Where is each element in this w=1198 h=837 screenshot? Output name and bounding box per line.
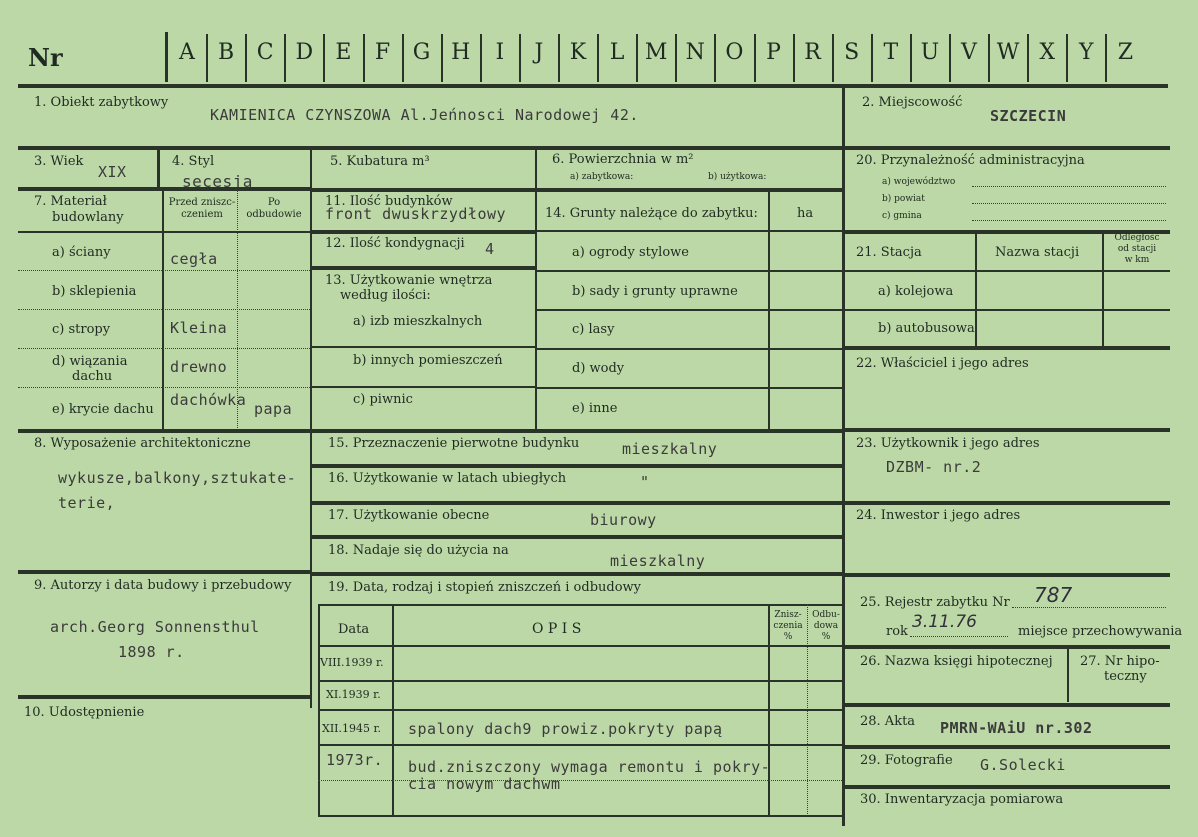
f7-row-a-rule [18, 270, 310, 271]
field-6-label: 6. Powierzchnia w m² [552, 152, 694, 167]
f19-row-4-opis: bud.zniszczony wymaga remontu i pokry- [408, 758, 771, 776]
field-21-label: 21. Stacja [856, 245, 922, 260]
f19-col-od-header-3: % [821, 632, 831, 642]
f7-row-e-after: papa [254, 400, 293, 418]
field-25-label: 25. Rejestr zabytku Nr [860, 595, 1010, 610]
index-letter: Y [1079, 40, 1094, 65]
rule-22 [845, 428, 1170, 432]
rule-f7-bottom [18, 429, 310, 433]
field-15-label: 15. Przeznaczenie pierwotne budynku [328, 436, 580, 451]
f19-col-opis-header: O P I S [532, 621, 582, 637]
index-letter-divider [871, 34, 873, 82]
field-9-value: arch.Georg Sonnensthul [50, 618, 260, 636]
f19-header-rule [318, 645, 842, 647]
field-14-label: 14. Grunty należące do zabytku: [545, 206, 758, 221]
col-after-header: Po [267, 197, 281, 208]
index-letter: B [218, 40, 235, 65]
f19-col-date-header: Data [338, 622, 370, 637]
f7-row-c-before: Kleina [170, 319, 228, 337]
field-29-label: 29. Fotografie [860, 753, 953, 768]
rule-5-6 [310, 188, 842, 192]
field-7-label: 7. Materiał [34, 194, 107, 209]
field-21-dist-header: Odległość [1114, 233, 1160, 243]
col-before-header-2: czeniem [181, 209, 223, 220]
field-3-label: 3. Wiek [34, 154, 84, 169]
f19-row-4-rule [318, 780, 842, 781]
index-letter: H [451, 40, 471, 65]
index-letter: M [644, 40, 668, 65]
index-letter: A [179, 40, 195, 65]
rule-row-1 [18, 146, 842, 150]
index-letter-divider [402, 34, 404, 82]
rule-14d [535, 387, 842, 389]
field-21-dist-header-2: od stacji [1117, 244, 1157, 254]
header-rule [18, 84, 1168, 88]
f19-col-zn-header-2: czenia [773, 621, 803, 631]
field-17-label: 17. Użytkowanie obecne [328, 508, 490, 523]
rule-12 [310, 266, 535, 270]
field-28-label: 28. Akta [860, 714, 916, 729]
field-14-a-label: a) ogrody stylowe [572, 245, 689, 260]
f19-col-zn-header-3: % [783, 632, 793, 642]
rule-11 [310, 230, 535, 234]
f20-a-line [972, 186, 1166, 187]
rule-29 [845, 785, 1170, 789]
index-letter: U [920, 40, 940, 65]
field-14-b-label: b) sady i grunty uprawne [572, 284, 738, 299]
index-letter: I [495, 40, 505, 65]
f7-row-d-before: drewno [170, 358, 228, 376]
field-2-value: SZCZECIN [990, 107, 1067, 125]
divider-right-column [842, 86, 845, 826]
f19-row-2-rule [318, 709, 842, 711]
rule-21 [845, 346, 1170, 350]
f21-col-2 [1102, 232, 1104, 347]
field-6-b-label: b) użytkowa: [708, 172, 767, 182]
index-letter: N [685, 40, 705, 65]
f19-col-od-header: Odbu- [812, 610, 840, 620]
f26-27-divider [1067, 647, 1069, 702]
field-14-unit: ha [797, 206, 814, 221]
field-7-label-2: budowlany [52, 210, 124, 225]
index-letter: W [996, 40, 1020, 65]
f20-b-line [972, 203, 1166, 204]
field-21-name-header: Nazwa stacji [995, 245, 1080, 260]
field-20-b-label: b) powiat [882, 194, 925, 204]
field-25-number: 787 [1034, 583, 1073, 607]
f7-row-c-label: c) stropy [52, 322, 111, 337]
field-8-value: wykusze,balkony,sztukate- [58, 469, 297, 487]
rule-16 [310, 501, 842, 505]
rule-8 [18, 570, 310, 574]
f7-row-a-before: cegła [170, 250, 218, 268]
field-13-label-2: według ilości: [340, 288, 431, 303]
index-letter-divider [480, 34, 482, 82]
rule-13b [310, 386, 535, 388]
index-letter-divider [910, 34, 912, 82]
index-letter-divider [1066, 34, 1068, 82]
col-after-header-2: odbudowie [246, 209, 302, 220]
f7-row-d-label: d) wiązania [52, 354, 128, 369]
f19-row-3-opis: spalony dach9 prowiz.pokryty papą [408, 720, 723, 738]
f19-top-rule [318, 604, 842, 606]
field-10-label: 10. Udostępnienie [24, 705, 145, 720]
index-letter-divider [284, 34, 286, 82]
index-letter: T [883, 40, 899, 65]
field-16-value: " [640, 473, 650, 491]
field-17-value: biurowy [590, 511, 657, 529]
rule-24 [845, 573, 1170, 577]
rule-right-1 [845, 146, 1170, 150]
index-letter: S [844, 40, 860, 65]
rule-23 [845, 501, 1170, 505]
index-letter-divider [323, 34, 325, 82]
index-letter-divider [363, 34, 365, 82]
rule-26 [845, 703, 1170, 707]
rule-25 [845, 645, 1170, 649]
index-letter: L [609, 40, 625, 65]
f7-row-a-label: a) ściany [52, 245, 111, 260]
index-letter-divider [245, 34, 247, 82]
f7-row-e-label: e) krycie dachu [52, 402, 154, 417]
field-6-a-label: a) zabytkowa: [570, 172, 634, 182]
f7-row-e-before: dachówka [170, 391, 247, 409]
field-21-a-label: a) kolejowa [878, 284, 954, 299]
index-letter: F [374, 40, 391, 65]
field-22-label: 22. Właściciel i jego adres [856, 356, 1029, 371]
index-letter: G [412, 40, 431, 65]
index-letter-divider [793, 34, 795, 82]
field-21-b-label: b) autobusowa [878, 321, 975, 336]
field-11-value: front dwuskrzydłowy [325, 205, 507, 223]
field-25-place-label: miejsce przechowywania [1018, 624, 1183, 639]
field-14-c-label: c) lasy [572, 322, 615, 337]
col-before-header: Przed zniszc- [168, 197, 236, 208]
index-letter: J [534, 40, 544, 65]
field-23-label: 23. Użytkownik i jego adres [856, 436, 1040, 451]
divider-3-4 [157, 148, 160, 188]
field-18-label: 18. Nadaje się do użycia na [328, 543, 509, 558]
field-25-rok-label: rok [886, 624, 908, 639]
f19-row-2-date: XI.1939 r. [326, 688, 381, 701]
field-20-a-label: a) województwo [882, 177, 956, 187]
f19-row-3-rule [318, 744, 842, 746]
f19-row-1-rule [318, 680, 842, 682]
f19-row-3-date: XII.1945 r. [322, 722, 382, 735]
field-19-label: 19. Data, rodzaj i stopień zniszczeń i odbudowy [328, 580, 642, 595]
index-letter-divider [206, 34, 208, 82]
index-letter: V [961, 40, 977, 65]
rule-3-4 [18, 187, 310, 191]
field-28-value: PMRN-WAiU nr.302 [940, 719, 1093, 737]
field-16-label: 16. Użytkowanie w latach ubiegłych [328, 471, 567, 486]
field-11-label: 11. Ilość budynków [325, 194, 453, 209]
f20-c-line [972, 220, 1166, 221]
field-13-c-label: c) piwnic [353, 392, 413, 407]
field-12-value: 4 [485, 240, 495, 258]
index-letter: R [804, 40, 821, 65]
index-letter-divider [441, 34, 443, 82]
f21-a-rule [845, 309, 1170, 311]
rule-9 [18, 695, 310, 699]
rule-mid-bottom [310, 429, 842, 433]
index-letter-divider [675, 34, 677, 82]
index-letter: C [256, 40, 274, 65]
field-26-label: 26. Nazwa księgi hipotecznej [860, 654, 1053, 669]
index-letter-divider [714, 34, 716, 82]
index-letter-divider [636, 34, 638, 82]
field-3-value: XIX [98, 163, 127, 181]
index-letter-divider [754, 34, 756, 82]
field-25-rok-value: 3.11.76 [912, 612, 977, 632]
field-8-value-2: terie, [58, 494, 116, 512]
f19-col-od-header-2: dowa [813, 621, 839, 631]
field-13-a-label: a) izb mieszkalnych [353, 314, 483, 329]
f7-row-b-label: b) sklepienia [52, 284, 137, 299]
field-2-label: 2. Miejscowość [862, 95, 963, 110]
field-15-value: mieszkalny [622, 440, 718, 458]
index-letter: E [335, 40, 352, 65]
field-13-b-label: b) innych pomieszczeń [353, 353, 503, 368]
index-letter-divider [1105, 34, 1107, 82]
f19-col-zn-header: Znisz- [774, 610, 802, 620]
index-letter: X [1039, 40, 1056, 65]
field-1-value: KAMIENICA CZYNSZOWA Al.Jeńnosci Narodowej 42. [210, 106, 639, 124]
f19-row-1-date: VIII.1939 r. [320, 656, 384, 669]
field-30-label: 30. Inwentaryzacja pomiarowa [860, 792, 1064, 807]
field-9-value-2: 1898 r. [118, 643, 185, 661]
f25-nr-line [1012, 607, 1166, 608]
index-letter-divider [949, 34, 951, 82]
field-29-value: G.Solecki [980, 756, 1066, 774]
index-letter-divider [519, 34, 521, 82]
f21-col-1 [975, 232, 977, 347]
index-letter: D [295, 40, 314, 65]
field-23-value: DZBM- nr.2 [886, 458, 982, 476]
index-letter: P [766, 40, 781, 65]
f7-row-b-rule [18, 309, 310, 310]
f25-rok-line [910, 636, 1008, 637]
field-4-label: 4. Styl [172, 154, 215, 169]
f19-row-4-date: 1973r. [326, 751, 384, 769]
field-1-label: 1. Obiekt zabytkowy [34, 95, 169, 110]
f7-row-c-rule [18, 348, 310, 349]
rule-17 [310, 535, 842, 539]
field-4-value: secesja [182, 172, 253, 191]
field-21-dist-header-3: w km [1124, 255, 1150, 265]
field-20-label: 20. Przynależność administracyjna [856, 153, 1085, 168]
rule-28 [845, 745, 1170, 749]
field-14-e-label: e) inne [572, 401, 618, 416]
index-letter-divider [1027, 34, 1029, 82]
index-letter: K [569, 40, 587, 65]
rule-14a [535, 270, 842, 272]
field-8-label: 8. Wyposażenie architektoniczne [34, 436, 251, 451]
f7-header-rule [18, 231, 310, 233]
f7-row-d-rule [18, 387, 310, 388]
index-letter-divider [558, 34, 560, 82]
index-letter-divider [988, 34, 990, 82]
field-12-label: 12. Ilość kondygnacji [325, 236, 465, 251]
f19-bottom-rule [318, 815, 842, 817]
field-20-c-label: c) gmina [882, 211, 922, 221]
index-letter-divider [597, 34, 599, 82]
field-14-d-label: d) wody [572, 361, 625, 376]
field-13-label: 13. Użytkowanie wnętrza [325, 273, 493, 288]
rule-14c [535, 348, 842, 350]
field-24-label: 24. Inwestor i jego adres [856, 508, 1021, 523]
f21-header-rule [845, 270, 1170, 272]
field-18-value: mieszkalny [610, 552, 706, 570]
rule-13a [310, 346, 535, 348]
field-9-label: 9. Autorzy i data budowy i przebudowy [34, 578, 292, 593]
index-letter: O [725, 40, 744, 65]
f7-row-d-label-2: dachu [72, 369, 113, 384]
index-letter: Z [1117, 40, 1134, 65]
rule-18 [310, 572, 842, 576]
field-27-label-2: teczny [1104, 669, 1147, 684]
nr-label: Nr [28, 43, 63, 72]
f14-header-rule [535, 230, 842, 232]
field-27-label: 27. Nr hipo- [1080, 654, 1160, 669]
f19-row-5-opis: cia nowym dachwm [408, 775, 561, 793]
rule-14b [535, 309, 842, 311]
field-5-label: 5. Kubatura m³ [330, 154, 430, 169]
index-letter-divider [832, 34, 834, 82]
rule-15 [310, 464, 842, 468]
f7-col-divider-1 [162, 190, 164, 430]
